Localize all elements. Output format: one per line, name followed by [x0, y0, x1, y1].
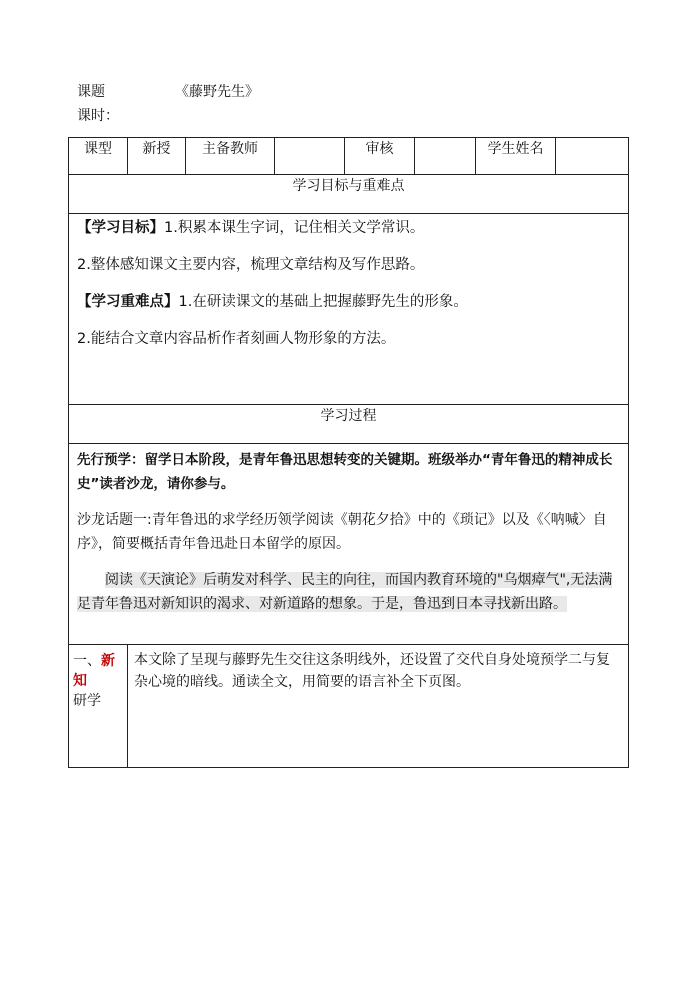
answer-text: 阅读《天演论》后萌发对科学、民主的向往，而国内教育环境的"乌烟瘴气",无法满足青年鲁迅对新知识的渴求、对新道路的想象。于是，鲁迅到日本寻找新出路。 — [77, 572, 613, 612]
table-header-row — [69, 138, 629, 175]
course-title: 《藤野先生》 — [175, 84, 259, 100]
new-study-suffix: 研学 — [73, 693, 101, 709]
student-name-label: 学生姓名 — [476, 138, 556, 175]
goal-line-1 — [77, 218, 620, 238]
teacher-value — [275, 138, 345, 175]
student-name-value — [556, 138, 629, 175]
new-study-label — [69, 645, 128, 768]
salon-topic: 沙龙话题一:青年鲁迅的求学经历领学阅读《朝花夕拾》中的《琐记》以及《〈呐喊〉自序》，简要概括青年鲁迅赴日本留学的原因。 — [77, 512, 607, 552]
goals-content — [69, 214, 629, 405]
key-line-1 — [77, 292, 620, 312]
goals-row — [69, 214, 629, 405]
process-title-row — [69, 405, 629, 444]
review-label: 审核 — [345, 138, 415, 175]
goal-1: 1.积累本课生字词，记住相关文学常识。 — [164, 220, 425, 236]
preview-text: ：留学日本阶段，是青年鲁迅思想转变的关键期。班级举办“青年鲁迅的精神成长史”读者沙龙，请你参与。 — [77, 452, 613, 492]
preview-content — [69, 444, 629, 645]
lesson-plan-table — [68, 137, 629, 768]
new-study-highlight: 新知 — [73, 653, 115, 689]
type-value: 新授 — [128, 138, 186, 175]
goal-2: 2.整体感知课文主要内容，梳理文章结构及写作思路。 — [77, 257, 425, 273]
key-label: 【学习重难点】 — [77, 294, 179, 310]
key-1: 1.在研读课文的基础上把握藤野先生的形象。 — [178, 294, 468, 310]
new-study-text: 本文除了呈现与藤野先生交往这条明线外，还设置了交代自身处境预学二与复杂心境的暗线。通读全文，用简要的语言补全下页图。 — [128, 645, 629, 768]
answer-paragraph — [77, 568, 620, 616]
course-label: 课题 — [77, 84, 105, 100]
review-value — [415, 138, 476, 175]
type-label: 课型 — [69, 138, 128, 175]
new-study-row — [69, 645, 629, 768]
teacher-label: 主备教师 — [186, 138, 275, 175]
new-study-prefix: 一、 — [73, 653, 101, 669]
process-section-title: 学习过程 — [69, 405, 629, 444]
preview-row — [69, 444, 629, 645]
preview-paragraph — [77, 448, 620, 496]
period-label: 课时： — [77, 108, 119, 124]
goals-section-title: 学习目标与重难点 — [69, 175, 629, 214]
goal-label: 【学习目标】 — [77, 220, 164, 236]
preview-label: 先行预学 — [77, 452, 131, 468]
goals-title-row — [69, 175, 629, 214]
key-2: 2.能结合文章内容品析作者刻画人物形象的方法。 — [77, 331, 396, 347]
